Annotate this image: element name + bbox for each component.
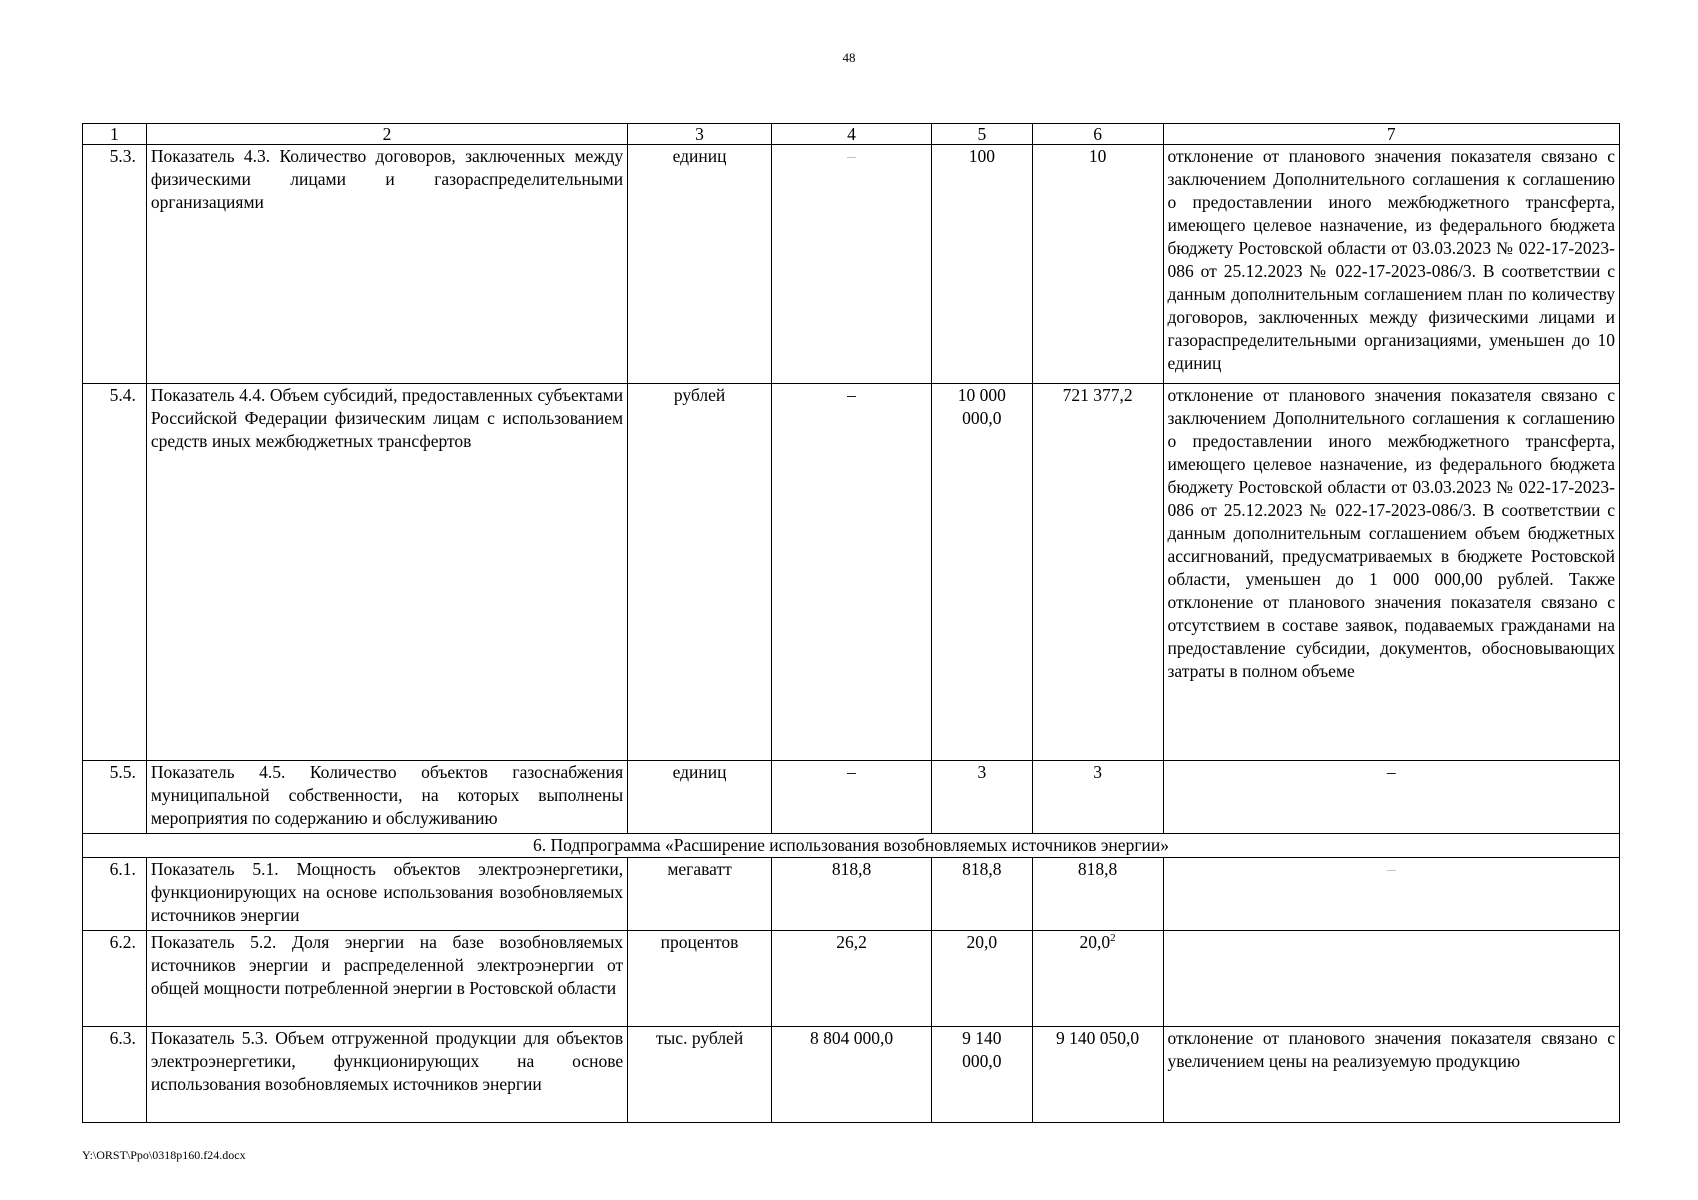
indicator-name: Показатель 5.1. Мощность объектов электроэнергетики, функционирующих на основе использования возобновляемых источников энергии	[146, 858, 627, 931]
value-col6: 818,8	[1032, 858, 1163, 931]
unit: единиц	[628, 145, 772, 384]
value-col5: 9 140 000,0	[932, 1027, 1033, 1123]
value-col4: –	[771, 384, 931, 761]
value-col6: 721 377,2	[1032, 384, 1163, 761]
row-number: 5.5.	[83, 761, 147, 834]
value-col6: 3	[1032, 761, 1163, 834]
indicator-name: Показатель 5.3. Объем отгруженной продукции для объектов электроэнергетики, функционирующих на основе использования возобновляемых источников энергии	[146, 1027, 627, 1123]
indicator-name: Показатель 5.2. Доля энергии на базе возобновляемых источников энергии и распределенной электроэнергии от общей мощности потребленной энергии в Ростовской области	[146, 931, 627, 1027]
column-number: 4	[771, 124, 931, 145]
row-number: 6.3.	[83, 1027, 147, 1123]
unit: единиц	[628, 761, 772, 834]
table-row	[83, 145, 1620, 384]
value-col4: 818,8	[771, 858, 931, 931]
value-col6: 10	[1032, 145, 1163, 384]
value-col6	[1032, 931, 1163, 1027]
unit: процентов	[628, 931, 772, 1027]
column-number: 6	[1032, 124, 1163, 145]
indicator-name: Показатель 4.3. Количество договоров, заключенных между физическими лицами и газораспределительными организациями	[146, 145, 627, 384]
value-col4: 8 804 000,0	[771, 1027, 931, 1123]
table-row	[83, 858, 1620, 931]
deviation-note: –	[1163, 761, 1620, 834]
table-row	[83, 1027, 1620, 1123]
row-number: 6.2.	[83, 931, 147, 1027]
value-col5: 10 000 000,0	[932, 384, 1033, 761]
deviation-note	[1163, 931, 1620, 1027]
value-col5: 818,8	[932, 858, 1033, 931]
value-col4: –	[771, 145, 931, 384]
section-title: 6. Подпрограмма «Расширение использования возобновляемых источников энергии»	[83, 834, 1620, 858]
unit: мегаватт	[628, 858, 772, 931]
indicators-table	[82, 123, 1620, 1123]
column-number: 2	[146, 124, 627, 145]
page-number: 48	[842, 50, 856, 65]
column-number: 5	[932, 124, 1033, 145]
row-number: 6.1.	[83, 858, 147, 931]
value-col6: 9 140 050,0	[1032, 1027, 1163, 1123]
value-col4: 26,2	[771, 931, 931, 1027]
value-col5: 20,0	[932, 931, 1033, 1027]
table-row	[83, 761, 1620, 834]
value-col4: –	[771, 761, 931, 834]
column-number: 3	[628, 124, 772, 145]
value-col5: 3	[932, 761, 1033, 834]
unit: тыс. рублей	[628, 1027, 772, 1123]
value-col6-text: 20,0	[1079, 932, 1111, 952]
section-row	[83, 834, 1620, 858]
deviation-note: отклонение от планового значения показателя связано с заключением Дополнительного соглашения к соглашению о предоставлении иного межбюджетного трансферта, имеющего целевое назначение, из федерального бюджета бюджету Ростовской области от 03.03.2023 № 022-17-2023-086 от 25.12.2023 № 022-17-2023-086/3. В соответствии с данным дополнительным соглашением объем бюджетных ассигнований, предусматриваемых в бюджете Ростовской области, уменьшен до 1 000 000,00 рублей. Также отклонение от планового значения показателя связано с отсутствием в составе заявок, подаваемых гражданами на предоставление субсидии, документов, обосновывающих затраты в полном объеме	[1163, 384, 1620, 761]
unit: рублей	[628, 384, 772, 761]
deviation-note: отклонение от планового значения показателя связано с увеличением цены на реализуемую продукцию	[1163, 1027, 1620, 1123]
table-row	[83, 931, 1620, 1027]
footnote-mark: 2	[1110, 932, 1116, 945]
table-row	[83, 384, 1620, 761]
column-number: 1	[83, 124, 147, 145]
indicator-name: Показатель 4.4. Объем субсидий, предоставленных субъектами Российской Федерации физическим лицам с использованием средств иных межбюджетных трансфертов	[146, 384, 627, 761]
deviation-note: –	[1163, 858, 1620, 931]
row-number: 5.4.	[83, 384, 147, 761]
indicator-name: Показатель 4.5. Количество объектов газоснабжения муниципальной собственности, на которых выполнены мероприятия по содержанию и обслуживанию	[146, 761, 627, 834]
deviation-note: отклонение от планового значения показателя связано с заключением Дополнительного соглашения к соглашению о предоставлении иного межбюджетного трансферта, имеющего целевое назначение, из федерального бюджета бюджету Ростовской области от 03.03.2023 № 022-17-2023-086 от 25.12.2023 № 022-17-2023-086/3. В соответствии с данным дополнительным соглашением план по количеству договоров, заключенных между физическими лицами и газораспределительными организациями, уменьшен до 10 единиц	[1163, 145, 1620, 384]
column-numbers-row	[83, 124, 1620, 145]
value-col5: 100	[932, 145, 1033, 384]
row-number: 5.3.	[83, 145, 147, 384]
file-path: Y:\ORST\Ppo\0318p160.f24.docx	[82, 1148, 246, 1162]
column-number: 7	[1163, 124, 1620, 145]
